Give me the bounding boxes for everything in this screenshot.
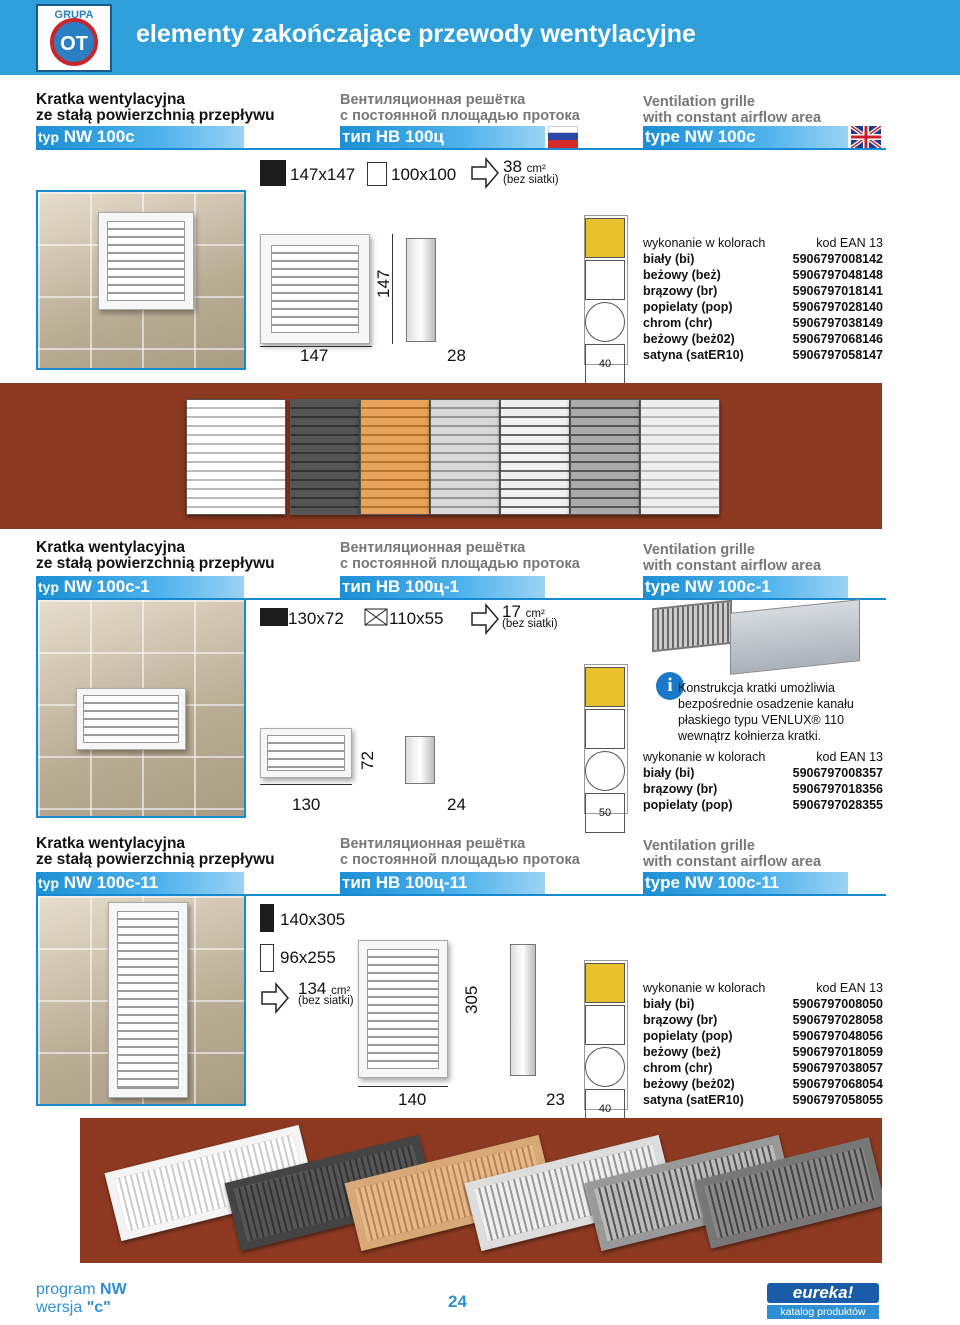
en-type-bar <box>643 126 848 148</box>
outer-size: 130x72 <box>288 609 344 628</box>
color-name: satyna (satER10) <box>643 1093 744 1107</box>
fly-screen-icon <box>585 667 625 707</box>
grille-white <box>186 399 286 515</box>
color-row <box>643 299 883 315</box>
fly-screen-icon <box>585 963 625 1003</box>
grille-photo <box>76 688 186 750</box>
pl-title-line2: ze stałą powierzchnią przepływu <box>36 851 275 868</box>
ean-code: 5906797038057 <box>792 1061 883 1075</box>
venlux-duct-photo <box>730 599 860 675</box>
color-row <box>643 1060 883 1076</box>
airflow-area-value: 17 cm² <box>502 602 545 621</box>
color-row <box>643 781 883 797</box>
color-name: brązowy (br) <box>643 1013 718 1027</box>
ean-code: 5906797058147 <box>792 348 883 362</box>
mounting-icon <box>585 1005 625 1045</box>
airflow-area-note: (bez siatki) <box>502 618 558 630</box>
uk-flag-icon <box>851 126 881 148</box>
dim-depth: 23 <box>546 1090 565 1109</box>
screw-icon <box>585 302 625 342</box>
width-dimension-line <box>260 784 352 785</box>
section-1-heading <box>36 90 926 148</box>
section-2-heading <box>36 540 926 598</box>
color-row <box>643 1028 883 1044</box>
footer-program <box>36 1281 127 1317</box>
grille-side-drawing <box>510 944 536 1076</box>
outer-size-swatch-icon <box>260 904 274 932</box>
airflow-area-unit: cm² <box>526 163 546 175</box>
airflow-area-note: (bez siatki) <box>503 174 559 186</box>
en-type-bar: type NW 100c-11 <box>643 872 848 894</box>
color-row <box>643 267 883 283</box>
color-row <box>643 996 883 1012</box>
color-name: biały (bi) <box>643 997 695 1011</box>
color-name: popielaty (pop) <box>643 798 733 812</box>
width-dimension-line <box>358 1086 448 1087</box>
ru-title-line2: с постоянной площадью протока <box>340 852 580 868</box>
en-type: type NW 100c <box>645 127 756 146</box>
color-name: popielaty (pop) <box>643 300 733 314</box>
color-row <box>643 315 883 331</box>
airflow-area-icon <box>470 157 500 194</box>
product-photo-tiles <box>36 894 246 1106</box>
feature-icons-column <box>584 960 628 1115</box>
table-header: wykonanie w kolorach kod EAN 13 <box>643 750 883 764</box>
mounting-icon <box>585 709 625 749</box>
ean-code: 5906797008142 <box>792 252 883 266</box>
fly-screen-icon <box>585 218 625 258</box>
section-3-heading <box>36 836 926 894</box>
ean-code: 5906797008050 <box>792 997 883 1011</box>
outer-size: 147x147 <box>290 165 356 184</box>
color-row <box>643 251 883 267</box>
color-name: beżowy (beż02) <box>643 1077 735 1091</box>
grille-front-drawing <box>260 234 370 344</box>
airflow-area-value: 134 cm² <box>298 979 351 998</box>
en-title-line2: with constant airflow area <box>643 110 822 126</box>
airflow-area-value: 38 cm² <box>503 157 546 176</box>
pl-type: NW 100c <box>63 127 135 146</box>
color-ean-table <box>643 980 883 1108</box>
ru-type: тип НВ 100ц <box>342 127 444 146</box>
version-value: "c" <box>86 1299 111 1316</box>
dim-height: 305 <box>462 985 481 1014</box>
color-name: biały (bi) <box>643 766 695 780</box>
ru-title-line1: Вентиляционная решётка <box>340 92 526 108</box>
grille-photo <box>98 212 194 310</box>
ru-type-bar: тип НВ 100ц-1 <box>340 576 545 598</box>
outer-size: 140x305 <box>280 910 346 929</box>
info-line-1: Konstrukcja kratki umożliwia <box>678 681 835 695</box>
ean-code: 5906797048056 <box>792 1029 883 1043</box>
pl-type-bar <box>36 126 244 148</box>
feature-icons-column <box>584 664 628 819</box>
grille-light <box>640 399 720 515</box>
pl-title-line1: Kratka wentylacyjna <box>36 539 186 556</box>
color-rows <box>643 765 883 813</box>
inner-size-swatch-icon <box>260 944 274 972</box>
color-name: chrom (chr) <box>643 1061 713 1075</box>
ean-code: 5906797038149 <box>792 316 883 330</box>
dim-depth: 28 <box>447 346 466 365</box>
inner-size-crossed-icon <box>364 608 388 631</box>
pl-type-bar: typ NW 100c-1 <box>36 576 244 598</box>
color-name: biały (bi) <box>643 252 695 266</box>
info-line-2: bezpośrednie osadzenie kanału <box>678 697 854 711</box>
brand-sub: katalog produktów <box>767 1305 879 1319</box>
depth-icon: 40 <box>585 344 625 384</box>
outer-size-swatch-icon <box>260 160 286 186</box>
grille-photo <box>108 902 188 1098</box>
color-name: beżowy (beż) <box>643 1045 721 1059</box>
grille-side-drawing <box>405 736 435 784</box>
page-number: 24 <box>448 1292 467 1311</box>
dim-height: 72 <box>358 751 377 770</box>
dim-width: 140 <box>398 1090 427 1109</box>
color-row <box>643 1044 883 1060</box>
ean-code: 5906797068054 <box>792 1077 883 1091</box>
airflow-area-icon <box>470 603 500 640</box>
info-icon: i <box>656 672 684 700</box>
color-row <box>643 797 883 813</box>
program-label: program <box>36 1281 96 1298</box>
grille-chrome <box>500 399 570 515</box>
outer-size-swatch-icon <box>260 608 288 626</box>
color-name: satyna (satER10) <box>643 348 744 362</box>
en-title-line1: Ventilation grille <box>643 838 755 854</box>
product-photo-tiles <box>36 190 246 370</box>
feature-icons-column <box>584 215 628 370</box>
pl-title-line1: Kratka wentylacyjna <box>36 91 186 108</box>
table-header: wykonanie w kolorach kod EAN 13 <box>643 236 883 250</box>
ean-code: 5906797028140 <box>792 300 883 314</box>
grille-satin <box>570 399 640 515</box>
page-title: elementy zakończające przewody wentylacyjne <box>136 20 696 48</box>
airflow-area-icon <box>260 982 290 1019</box>
ean-code: 5906797048148 <box>792 268 883 282</box>
color-row <box>643 1012 883 1028</box>
ru-title-line2: с постоянной площадью протока <box>340 108 580 124</box>
color-ean-table <box>643 749 883 813</box>
dim-width: 130 <box>292 795 321 814</box>
grille-grey <box>430 399 500 515</box>
color-row <box>643 347 883 363</box>
en-title-line1: Ventilation grille <box>643 542 755 558</box>
ean-code: 5906797018141 <box>792 284 883 298</box>
ru-type-bar <box>340 126 545 148</box>
color-row <box>643 283 883 299</box>
group-ot-logo <box>36 4 112 72</box>
colors-product-photo <box>0 383 882 529</box>
grille-side-drawing <box>406 238 436 342</box>
version-label: wersja <box>36 1299 83 1316</box>
info-note <box>678 680 854 744</box>
mounting-icon <box>585 260 625 300</box>
grille-dark <box>290 399 360 515</box>
color-name: beżowy (beż) <box>643 268 721 282</box>
dim-height: 147 <box>374 269 393 298</box>
table-header: wykonanie w kolorach kod EAN 13 <box>643 981 883 995</box>
dim-depth: 24 <box>447 795 466 814</box>
ean-code: 5906797028058 <box>792 1013 883 1027</box>
color-row <box>643 331 883 347</box>
pl-type-prefix: typ <box>38 129 59 145</box>
section-rule <box>36 148 886 150</box>
color-name: popielaty (pop) <box>643 1029 733 1043</box>
ean-code: 5906797068146 <box>792 332 883 346</box>
pl-type-bar: typ NW 100c-11 <box>36 872 244 894</box>
ean-code: 5906797018356 <box>792 782 883 796</box>
inner-size: 96x255 <box>280 948 336 967</box>
color-rows <box>643 251 883 363</box>
color-row <box>643 765 883 781</box>
en-title-line1: Ventilation grille <box>643 94 755 110</box>
program-value: NW <box>100 1281 127 1298</box>
inner-size: 100x100 <box>391 165 457 184</box>
en-type-bar: type NW 100c-1 <box>643 576 848 598</box>
grille-beige <box>360 399 430 515</box>
ru-title-line1: Вентиляционная решётка <box>340 540 526 556</box>
logo-mark: OT <box>60 33 88 55</box>
depth-icon: 50 <box>585 793 625 833</box>
en-title-line2: with constant airflow area <box>643 558 822 574</box>
color-name: brązowy (br) <box>643 284 718 298</box>
logo-top-text: GRUPA <box>54 9 94 21</box>
eureka-logo <box>767 1283 879 1319</box>
color-name: brązowy (br) <box>643 782 718 796</box>
pl-title-line2: ze stałą powierzchnią przepływu <box>36 107 275 124</box>
depth-icon: 40 <box>585 1089 625 1129</box>
ean-code: 5906797018059 <box>792 1045 883 1059</box>
color-name: chrom (chr) <box>643 316 713 330</box>
pl-title-line1: Kratka wentylacyjna <box>36 835 186 852</box>
color-row <box>643 1092 883 1108</box>
ru-title-line2: с постоянной площадью протока <box>340 556 580 572</box>
en-title-line2: with constant airflow area <box>643 854 822 870</box>
color-row <box>643 1076 883 1092</box>
russia-flag-icon <box>548 126 578 148</box>
screw-icon <box>585 1047 625 1087</box>
colors-product-photo <box>80 1118 882 1263</box>
dim-width: 147 <box>300 346 329 365</box>
color-ean-table <box>643 235 883 363</box>
ru-type-bar: тип НВ 100ц-11 <box>340 872 545 894</box>
grille-front-drawing <box>260 728 352 778</box>
airflow-area-note: (bez siatki) <box>298 995 354 1007</box>
product-photo-tiles <box>36 598 246 818</box>
inner-size: 110x55 <box>389 609 444 628</box>
grille-front-drawing <box>358 940 448 1078</box>
ean-code: 5906797028355 <box>792 798 883 812</box>
screw-icon <box>585 751 625 791</box>
ru-title-line1: Вентиляционная решётка <box>340 836 526 852</box>
grille-duct-photo <box>652 600 732 652</box>
info-line-3: płaskiego typu VENLUX® 110 <box>678 713 845 727</box>
ean-code: 5906797058055 <box>792 1093 883 1107</box>
brand-name: eureka! <box>767 1283 879 1303</box>
ean-code: 5906797008357 <box>792 766 883 780</box>
color-rows <box>643 996 883 1108</box>
inner-size-swatch-icon <box>367 162 387 186</box>
pl-title-line2: ze stałą powierzchnią przepływu <box>36 555 275 572</box>
color-name: beżowy (beż02) <box>643 332 735 346</box>
info-line-4: wewnątrz kołnierza kratki. <box>678 729 822 743</box>
